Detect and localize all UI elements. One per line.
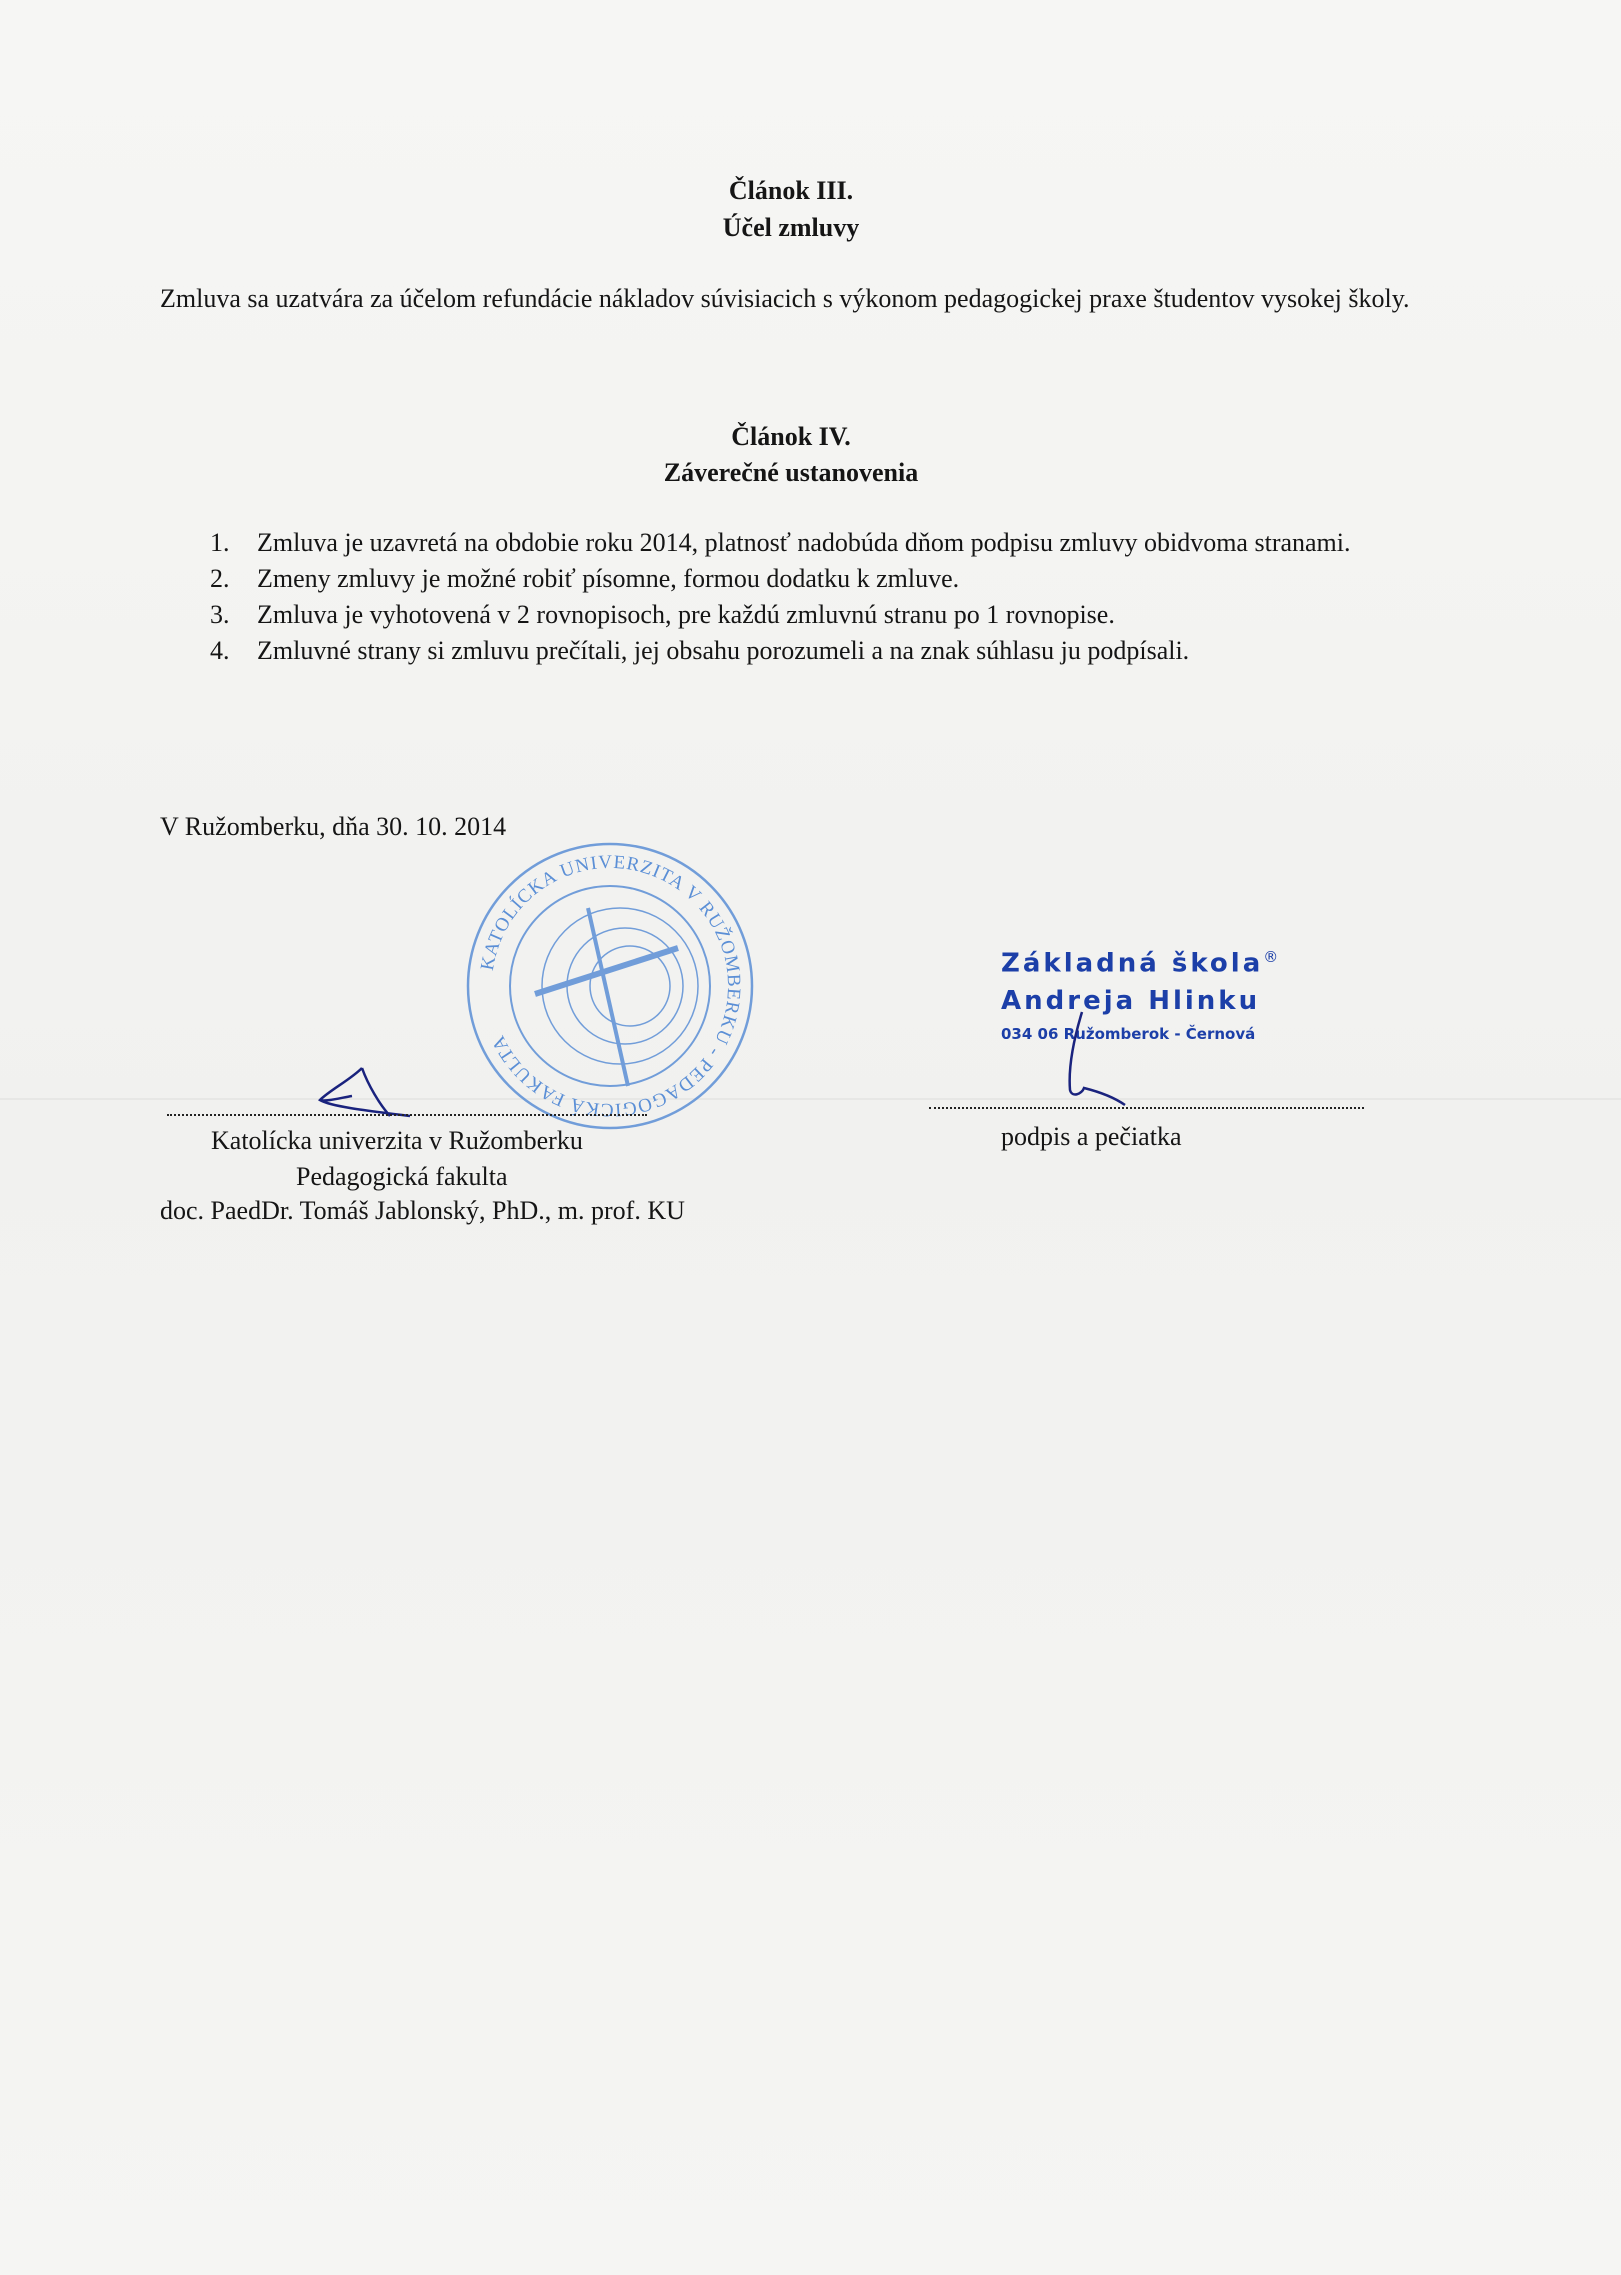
item-number: 2. (210, 564, 230, 593)
article-4-subtitle: Záverečné ustanovenia (663, 458, 919, 487)
school-stamp-address: 034 06 Ružomberok - Černová (1001, 1025, 1256, 1043)
item-number: 1. (210, 528, 230, 557)
list-item (210, 633, 1415, 669)
stamp-ring-text: KATOLÍCKA UNIVERZITA V RUŽOMBERKU - PEDAGOGICKÁ FAKULTA (476, 851, 745, 1121)
university-stamp (460, 836, 760, 1136)
article-3-title: Článok III. (728, 176, 854, 205)
registered-mark: ® (1263, 948, 1282, 966)
signatory-name: doc. PaedDr. Tomáš Jablonský, PhD., m. prof. KU (160, 1196, 685, 1225)
list-item (210, 561, 1415, 597)
article-4-title: Článok IV. (731, 422, 851, 451)
article-3-subtitle: Účel zmluvy (722, 213, 860, 242)
signature-and-stamp-label: podpis a pečiatka (1001, 1122, 1182, 1151)
article-3-text: Zmluva sa uzatvára za účelom refundácie nákladov súvisiacich s výkonom pedagogickej praxe študentov vysokej školy. (160, 284, 1410, 313)
item-number: 4. (210, 636, 230, 665)
right-signature-line (929, 1107, 1364, 1109)
list-item (210, 597, 1415, 633)
school-stamp-line1 (1001, 948, 1281, 979)
right-signature (1060, 1010, 1140, 1110)
left-signature-line (167, 1114, 647, 1116)
item-number: 3. (210, 600, 230, 629)
university-name: Katolícka univerzita v Ružomberku (211, 1126, 583, 1155)
final-provisions-list (210, 525, 1415, 669)
item-text: Zmluvné strany si zmluvu prečítali, jej obsahu porozumeli a na znak súhlasu ju podpísali. (257, 636, 1190, 665)
paper-fold (0, 1098, 1621, 1100)
faculty-name: Pedagogická fakulta (296, 1162, 508, 1191)
item-text: Zmluva je vyhotovená v 2 rovnopisoch, pre každú zmluvnú stranu po 1 rovnopise. (257, 600, 1115, 629)
item-text: Zmeny zmluvy je možné robiť písomne, formou dodatku k zmluve. (257, 564, 960, 593)
left-signature (290, 1060, 440, 1120)
item-text: Zmluva je uzavretá na obdobie roku 2014, platnosť nadobúda dňom podpisu zmluvy obidvoma stranami. (257, 528, 1351, 557)
school-stamp-line2: Andreja Hlinku (1001, 986, 1261, 1016)
list-item (210, 525, 1415, 561)
date-line: V Ružomberku, dňa 30. 10. 2014 (160, 812, 507, 841)
school-name: Základná škola (1001, 948, 1264, 979)
